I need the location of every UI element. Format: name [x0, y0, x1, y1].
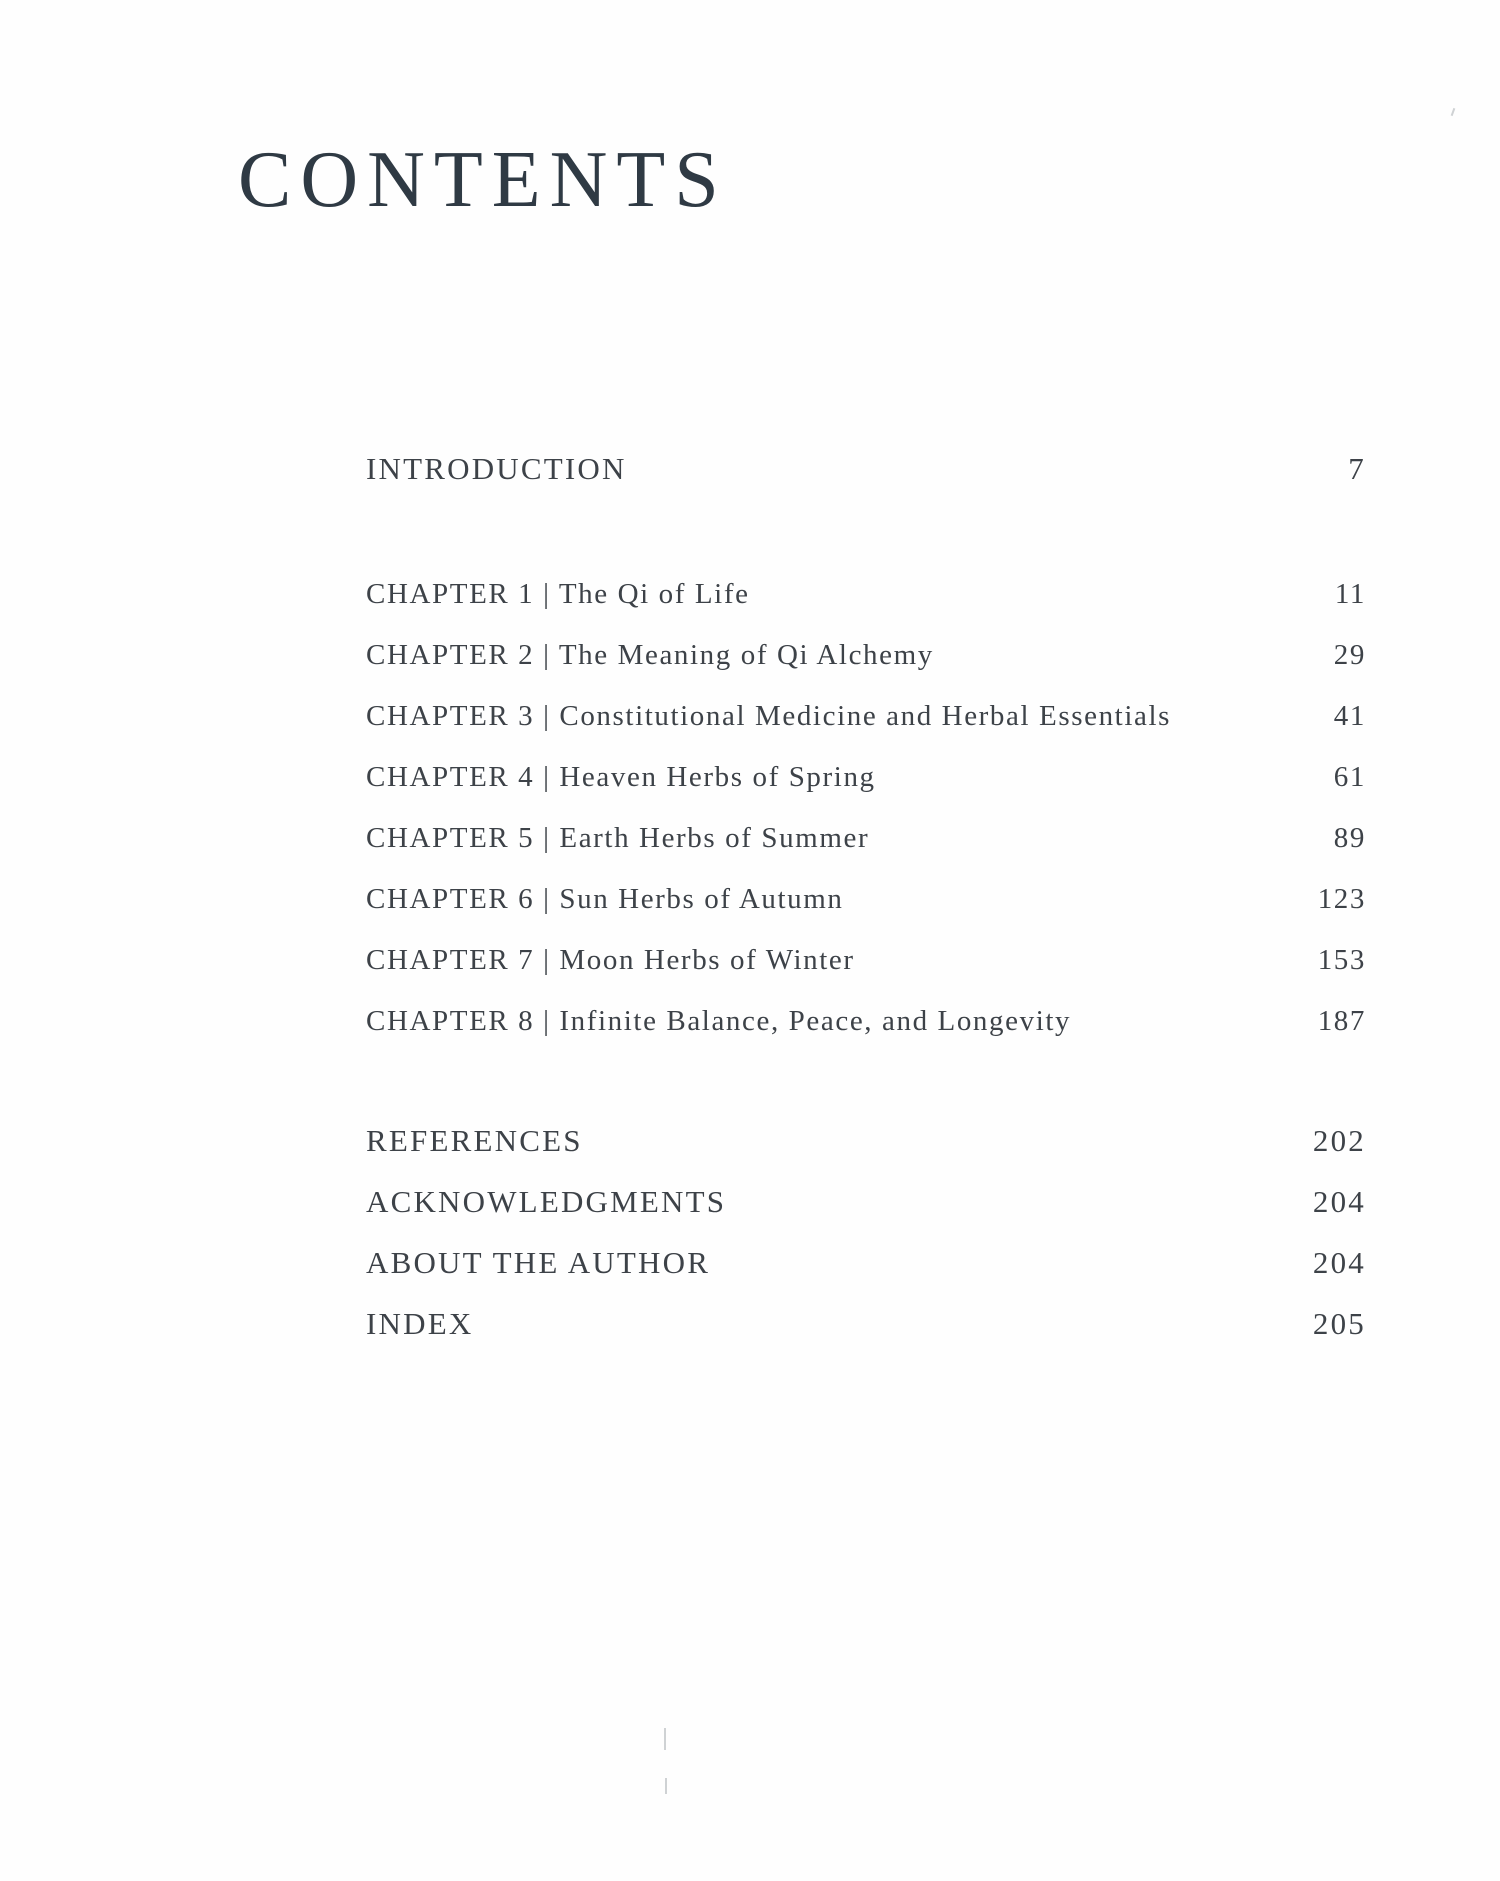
toc-entry-page-number: 204 [1312, 1184, 1366, 1219]
toc-entry-label: CHAPTER 7 | Moon Herbs of Winter [366, 944, 855, 976]
scan-artifact [1451, 108, 1456, 116]
toc-entry-page-number: 61 [1333, 761, 1366, 793]
toc-entry-page-number: 41 [1333, 700, 1366, 732]
toc-entry-chapter-7 [366, 938, 1366, 982]
toc-entry-page-number: 29 [1333, 639, 1366, 671]
toc-entry-page-number: 205 [1312, 1306, 1366, 1341]
toc-entry-label: CHAPTER 4 | Heaven Herbs of Spring [366, 761, 876, 793]
toc-entry-references [366, 1119, 1366, 1163]
toc-entry-page-number: 187 [1317, 1005, 1366, 1037]
toc-entry-label: INTRODUCTION [366, 451, 627, 486]
page-title: CONTENTS [238, 136, 728, 224]
toc-entry-chapter-6 [366, 877, 1366, 921]
toc-entry-about-the-author [366, 1241, 1366, 1285]
scan-artifact [664, 1728, 666, 1750]
toc-entry-page-number: 202 [1312, 1123, 1366, 1158]
toc-entry-label: ACKNOWLEDGMENTS [366, 1184, 727, 1219]
toc-entry-chapter-5 [366, 816, 1366, 860]
toc-entry-page-number: 153 [1317, 944, 1366, 976]
toc-entry-label: CHAPTER 5 | Earth Herbs of Summer [366, 822, 870, 854]
toc-entry-label: ABOUT THE AUTHOR [366, 1245, 711, 1280]
toc-entry-page-number: 7 [1348, 451, 1366, 486]
toc-entry-label: CHAPTER 2 | The Meaning of Qi Alchemy [366, 639, 934, 671]
toc-entry-label: CHAPTER 8 | Infinite Balance, Peace, and Longevity [366, 1005, 1072, 1037]
toc-entry-chapter-4 [366, 755, 1366, 799]
toc-entry-label: CHAPTER 1 | The Qi of Life [366, 578, 750, 610]
toc-entry-page-number: 123 [1317, 883, 1366, 915]
toc-entry-chapter-3 [366, 694, 1366, 738]
toc-entry-label: REFERENCES [366, 1123, 583, 1158]
toc-entry-chapter-1 [366, 572, 1366, 616]
toc-entry-label: INDEX [366, 1306, 474, 1341]
scan-artifact [665, 1778, 667, 1794]
toc-entry-page-number: 89 [1333, 822, 1366, 854]
toc-entry-introduction [366, 447, 1366, 491]
toc-entry-page-number: 204 [1312, 1245, 1366, 1280]
toc-entry-page-number: 11 [1334, 578, 1366, 610]
toc-entry-index [366, 1302, 1366, 1346]
toc-entry-chapter-2 [366, 633, 1366, 677]
toc-entry-label: CHAPTER 3 | Constitutional Medicine and Herbal Essentials [366, 700, 1171, 732]
toc-entry-acknowledgments [366, 1180, 1366, 1224]
toc-entry-chapter-8 [366, 999, 1366, 1043]
toc-entry-label: CHAPTER 6 | Sun Herbs of Autumn [366, 883, 844, 915]
